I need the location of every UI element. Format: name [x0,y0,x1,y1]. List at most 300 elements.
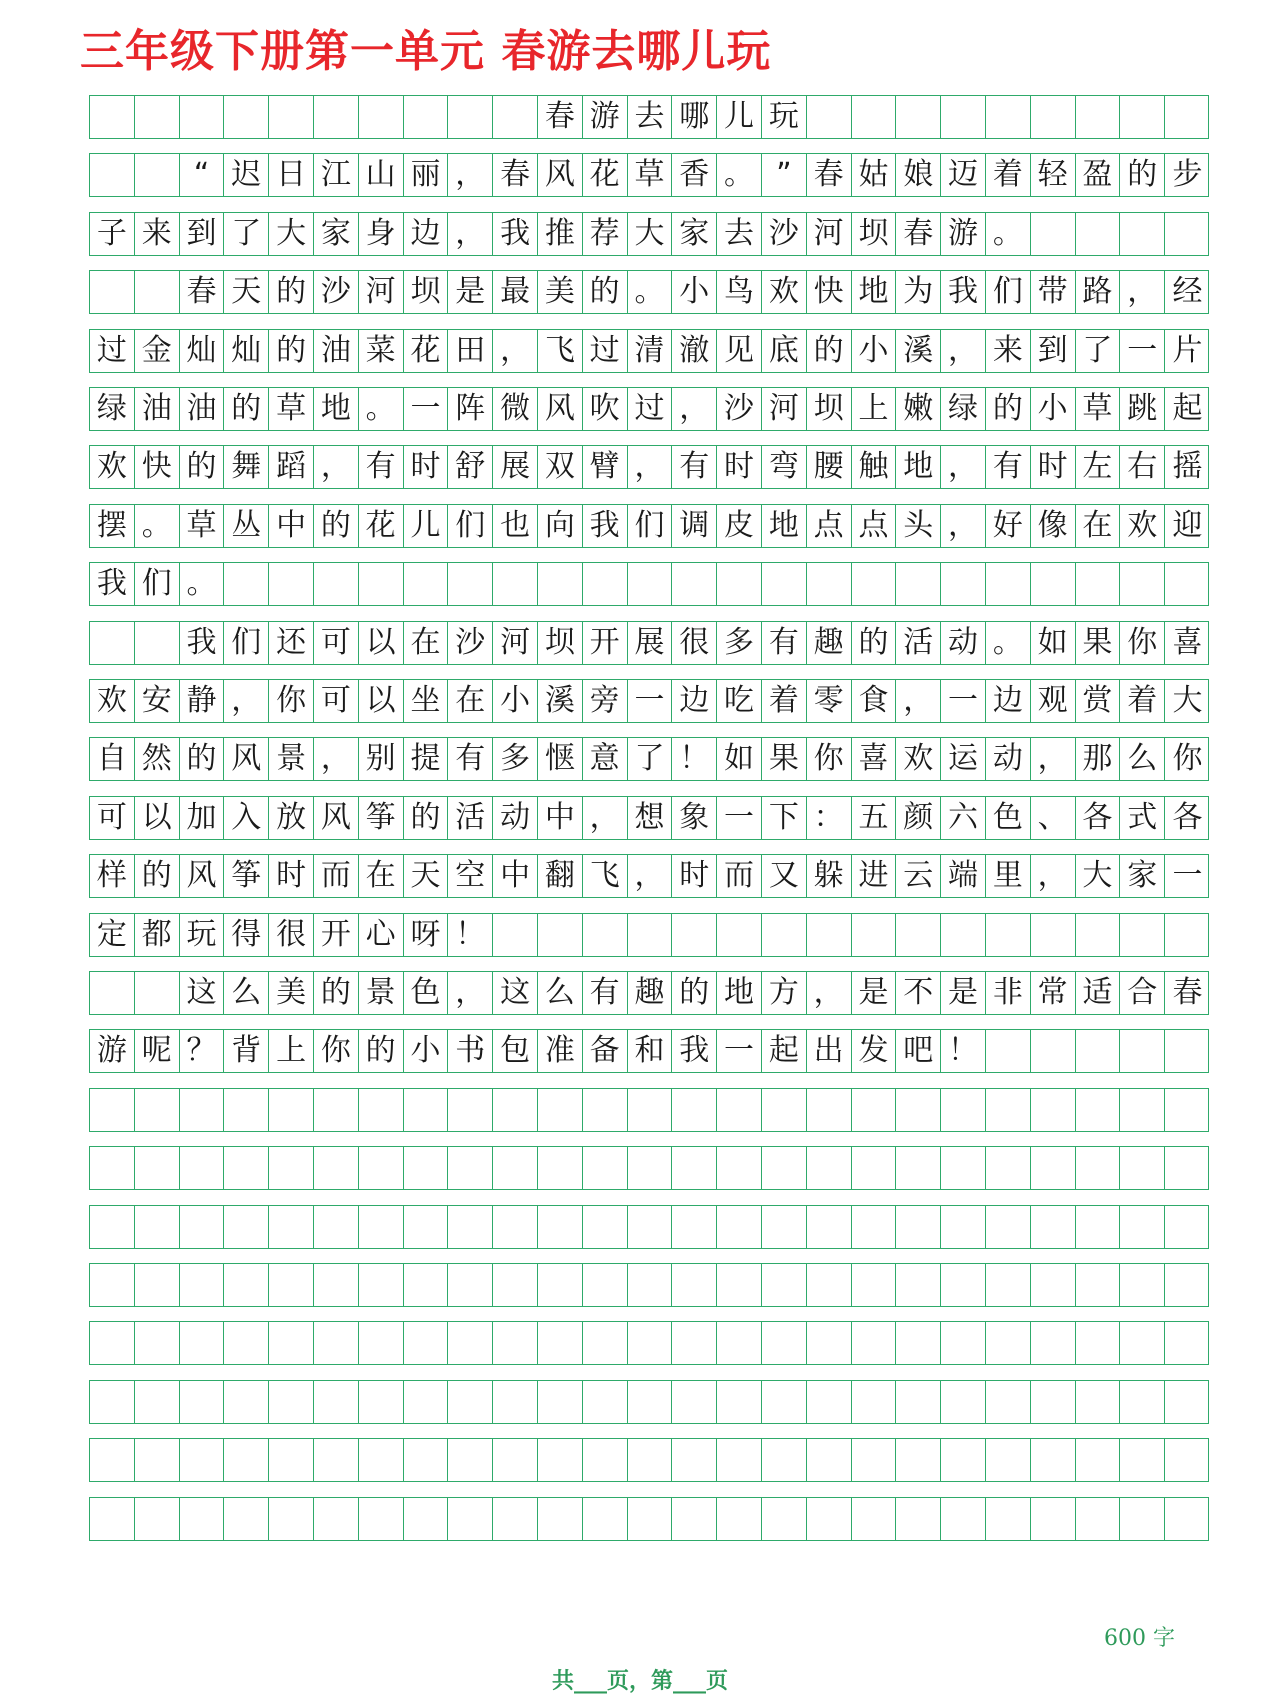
grid-cell [538,1147,583,1189]
grid-cell: 盈 [1076,154,1121,196]
grid-cell [448,1147,493,1189]
grid-cell [807,1381,852,1423]
grid-cell: 又 [762,855,807,897]
grid-cell: ， [448,972,493,1014]
grid-cell: 左 [1076,446,1121,488]
grid-cell: 溪 [896,330,941,372]
grid-row [89,1146,1209,1190]
grid-cell: 趣 [807,622,852,664]
grid-cell: 小 [1031,388,1076,430]
grid-cell: 最 [493,271,538,313]
grid-cell [180,1322,225,1364]
grid-cell [1120,213,1165,255]
grid-cell: 式 [1120,797,1165,839]
grid-cell: 地 [762,505,807,547]
grid-cell: 坝 [852,213,897,255]
grid-cell: 美 [269,972,314,1014]
grid-cell [448,1264,493,1306]
grid-cell [224,1322,269,1364]
grid-cell [1031,914,1076,956]
grid-cell: 的 [672,972,717,1014]
grid-cell [359,1381,404,1423]
grid-row [89,1088,1209,1132]
grid-cell [583,1381,628,1423]
grid-cell [628,1089,673,1131]
grid-cell: ， [628,446,673,488]
grid-cell: 。 [986,213,1031,255]
grid-cell: 么 [538,972,583,1014]
grid-cell [90,1089,135,1131]
grid-cell: 了 [1076,330,1121,372]
grid-cell [807,563,852,605]
grid-cell [1076,563,1121,605]
grid-cell: 出 [807,1030,852,1072]
grid-cell [807,1147,852,1189]
grid-cell: 带 [1031,271,1076,313]
grid-cell [852,96,897,138]
grid-row [89,153,1209,197]
grid-cell [493,1089,538,1131]
grid-cell [762,1264,807,1306]
grid-cell: 动 [986,738,1031,780]
grid-cell [1120,1381,1165,1423]
grid-cell [583,1498,628,1540]
grid-cell [269,1439,314,1481]
grid-row [89,971,1209,1015]
grid-cell [1031,213,1076,255]
grid-cell: 天 [224,271,269,313]
grid-cell: 草 [1076,388,1121,430]
grid-cell [672,1498,717,1540]
grid-cell [538,1439,583,1481]
grid-cell [359,1322,404,1364]
grid-cell [180,1498,225,1540]
grid-cell: 着 [986,154,1031,196]
grid-cell [359,1264,404,1306]
grid-cell: 迟 [224,154,269,196]
grid-cell: 的 [224,388,269,430]
grid-cell: 么 [224,972,269,1014]
grid-cell: 边 [986,680,1031,722]
grid-cell [628,1381,673,1423]
grid-cell: 在 [1076,505,1121,547]
word-count-label: 600 字 [1104,1626,1175,1651]
grid-cell: 呀 [404,914,449,956]
grid-cell: 下 [762,797,807,839]
grid-cell [538,1322,583,1364]
grid-cell [1120,1439,1165,1481]
grid-cell: 我 [180,622,225,664]
page-number-footer: 共___页，第___页 [551,1668,728,1694]
grid-cell [583,1089,628,1131]
grid-cell: 不 [896,972,941,1014]
grid-cell: 哪 [672,96,717,138]
grid-cell: 我 [672,1030,717,1072]
grid-cell: 一 [404,388,449,430]
grid-cell: “ [180,154,225,196]
grid-cell [359,1206,404,1248]
grid-cell [493,1264,538,1306]
grid-cell [269,96,314,138]
grid-cell [941,1439,986,1481]
grid-cell: ， [941,446,986,488]
grid-cell [1076,96,1121,138]
grid-row [89,329,1209,373]
grid-cell: 、 [1031,797,1076,839]
grid-cell: 定 [90,914,135,956]
grid-cell [628,914,673,956]
grid-cell: 观 [1031,680,1076,722]
grid-cell [180,1264,225,1306]
grid-cell: 底 [762,330,807,372]
grid-cell: 云 [896,855,941,897]
grid-cell [1076,1206,1121,1248]
grid-cell [404,563,449,605]
grid-cell: 油 [135,388,180,430]
grid-cell: 而 [314,855,359,897]
grid-cell [941,1206,986,1248]
grid-cell [628,563,673,605]
grid-cell: 摇 [1172,449,1203,485]
grid-cell [90,1264,135,1306]
grid-cell: 大 [1076,855,1121,897]
grid-cell [404,96,449,138]
grid-cell: 六 [941,797,986,839]
grid-cell [135,1264,180,1306]
grid-cell: 丽 [404,154,449,196]
grid-cell [807,1206,852,1248]
grid-cell [224,1381,269,1423]
grid-cell: 五 [852,797,897,839]
grid-cell: 安 [135,680,180,722]
grid-cell [583,1264,628,1306]
grid-cell [135,1381,180,1423]
grid-cell: 过 [583,330,628,372]
grid-cell: 大 [628,213,673,255]
grid-cell [896,1089,941,1131]
grid-cell: 时 [404,446,449,488]
grid-cell [538,1089,583,1131]
grid-cell: 上 [269,1030,314,1072]
grid-cell: 起 [762,1030,807,1072]
grid-cell [1076,213,1121,255]
grid-cell: 右 [1120,446,1165,488]
grid-cell: 一 [717,1030,762,1072]
grid-cell: ： [807,797,852,839]
grid-cell [717,1381,762,1423]
grid-cell: 进 [852,855,897,897]
grid-cell: 多 [493,738,538,780]
grid-cell: 翻 [538,855,583,897]
grid-cell: 步 [1172,157,1203,193]
grid-cell: ， [1031,738,1076,780]
grid-cell [941,1147,986,1189]
grid-cell [1076,1322,1121,1364]
grid-cell [538,1498,583,1540]
grid-row [89,913,1209,957]
grid-cell: 大 [1172,683,1203,718]
grid-cell [1076,1089,1121,1131]
grid-cell [135,972,180,1014]
grid-cell: 别 [359,738,404,780]
grid-cell [1031,96,1076,138]
grid-cell [269,1498,314,1540]
grid-cell: 欢 [90,446,135,488]
grid-row [89,504,1209,548]
grid-cell: 你 [1172,741,1203,777]
grid-cell [1031,1089,1076,1131]
grid-cell [717,1089,762,1131]
grid-cell: 澈 [672,330,717,372]
grid-cell: ， [628,855,673,897]
grid-cell: 姑 [852,154,897,196]
grid-cell [896,1264,941,1306]
grid-cell: 开 [583,622,628,664]
grid-cell: 大 [269,213,314,255]
grid-row [89,1321,1209,1365]
grid-cell: ” [762,154,807,196]
grid-cell [1076,914,1121,956]
grid-cell: 河 [359,271,404,313]
grid-cell [583,563,628,605]
grid-cell: 样 [90,855,135,897]
grid-cell [896,1439,941,1481]
grid-cell: 还 [269,622,314,664]
grid-cell [448,1439,493,1481]
grid-cell: 色 [404,972,449,1014]
grid-cell [986,1264,1031,1306]
grid-cell [1165,1147,1210,1189]
grid-cell: 点 [807,505,852,547]
grid-cell: 常 [1031,972,1076,1014]
grid-row [89,387,1209,431]
grid-cell: 呢 [135,1030,180,1072]
grid-cell: 多 [717,622,762,664]
grid-cell [1031,1206,1076,1248]
grid-cell: 趣 [628,972,673,1014]
grid-cell [135,1439,180,1481]
grid-cell [448,1322,493,1364]
grid-row [89,679,1209,723]
grid-row [89,854,1209,898]
grid-cell [538,914,583,956]
grid-cell: 可 [90,797,135,839]
grid-cell [90,1206,135,1248]
grid-cell [1031,1264,1076,1306]
grid-cell: 着 [762,680,807,722]
grid-cell: 蹈 [269,446,314,488]
grid-cell [493,1206,538,1248]
grid-cell: 包 [493,1030,538,1072]
grid-cell: 自 [90,738,135,780]
grid-cell: 这 [493,972,538,1014]
grid-cell [314,1147,359,1189]
grid-cell: 风 [538,154,583,196]
grid-cell: 我 [493,213,538,255]
grid-cell: 的 [180,738,225,780]
grid-row [89,737,1209,781]
grid-cell: 沙 [717,388,762,430]
grid-cell [1031,1498,1076,1540]
grid-cell: 。 [717,154,762,196]
grid-cell: 坝 [404,271,449,313]
grid-cell [314,1089,359,1131]
grid-cell [1031,1439,1076,1481]
grid-cell: 欢 [90,680,135,722]
grid-cell: 果 [1076,622,1121,664]
grid-cell: 和 [628,1030,673,1072]
grid-cell: 身 [359,213,404,255]
grid-cell: 玩 [762,96,807,138]
grid-cell: 有 [448,738,493,780]
grid-row [89,562,1209,606]
grid-cell [180,1381,225,1423]
grid-cell [269,1089,314,1131]
grid-cell: 地 [896,446,941,488]
grid-cell: 风 [224,738,269,780]
grid-cell: 你 [1120,622,1165,664]
grid-cell [672,1264,717,1306]
grid-cell [628,1322,673,1364]
grid-cell: 风 [314,797,359,839]
grid-cell: 绿 [941,388,986,430]
grid-cell: 快 [135,446,180,488]
grid-cell [1076,1439,1121,1481]
page-title: 三年级下册第一单元 春游去哪儿玩 [80,26,772,77]
grid-cell [224,1089,269,1131]
grid-cell: 在 [404,622,449,664]
grid-cell [672,1322,717,1364]
grid-cell [1165,1206,1210,1248]
grid-cell: 皮 [717,505,762,547]
grid-cell: 油 [180,388,225,430]
grid-cell [448,1206,493,1248]
grid-cell [941,914,986,956]
grid-cell: 可 [314,622,359,664]
grid-cell: 以 [359,622,404,664]
grid-cell: 以 [135,797,180,839]
grid-cell: 游 [90,1030,135,1072]
grid-cell [269,563,314,605]
grid-cell [628,1439,673,1481]
grid-cell: 合 [1120,972,1165,1014]
grid-cell [359,96,404,138]
grid-cell: 。 [359,388,404,430]
grid-cell: 草 [628,154,673,196]
grid-cell [986,1381,1031,1423]
grid-cell [538,563,583,605]
grid-cell: 方 [762,972,807,1014]
grid-cell [314,1381,359,1423]
grid-cell [135,622,180,664]
grid-cell: 一 [941,680,986,722]
grid-cell [717,1147,762,1189]
grid-cell: 小 [672,271,717,313]
grid-cell [1031,1030,1076,1072]
grid-cell: 点 [852,505,897,547]
grid-row [89,445,1209,489]
grid-cell [852,1089,897,1131]
grid-cell [672,1439,717,1481]
grid-row [89,212,1209,256]
grid-cell: 片 [1172,332,1203,368]
grid-cell: 好 [986,505,1031,547]
grid-cell [1031,1381,1076,1423]
grid-cell: 为 [896,271,941,313]
grid-cell [852,1322,897,1364]
grid-cell: 推 [538,213,583,255]
grid-cell [448,563,493,605]
grid-cell [1165,563,1210,605]
grid-cell: 小 [404,1030,449,1072]
grid-cell [762,1206,807,1248]
grid-cell [404,1381,449,1423]
grid-cell [807,1498,852,1540]
grid-cell: 向 [538,505,583,547]
grid-cell: ， [807,972,852,1014]
grid-cell: 在 [359,855,404,897]
grid-cell: 背 [224,1030,269,1072]
grid-cell: 的 [1120,154,1165,196]
grid-cell [628,1498,673,1540]
grid-cell [1120,563,1165,605]
grid-cell: 的 [135,855,180,897]
grid-cell [807,96,852,138]
grid-cell [135,1089,180,1131]
grid-cell [941,563,986,605]
grid-cell: 河 [493,622,538,664]
grid-cell [180,1206,225,1248]
grid-cell: 是 [448,271,493,313]
grid-cell [269,1206,314,1248]
grid-cell [493,1381,538,1423]
grid-cell: 微 [493,388,538,430]
grid-cell: 想 [628,797,673,839]
grid-cell [493,1498,538,1540]
grid-cell: 喜 [1172,624,1203,660]
grid-cell: 赏 [1076,680,1121,722]
grid-cell [269,1147,314,1189]
grid-cell: 躲 [807,855,852,897]
grid-cell: 玩 [180,914,225,956]
grid-cell [1120,1322,1165,1364]
grid-cell: 的 [269,330,314,372]
grid-cell [1031,563,1076,605]
grid-cell [1165,1498,1210,1540]
grid-cell: 摆 [90,505,135,547]
grid-cell [359,1147,404,1189]
grid-cell [1076,1381,1121,1423]
grid-cell [493,96,538,138]
grid-cell [628,1264,673,1306]
grid-cell: ， [224,680,269,722]
grid-cell [583,914,628,956]
grid-cell: 我 [583,505,628,547]
grid-cell: 果 [762,738,807,780]
grid-cell: 中 [493,855,538,897]
grid-cell [1165,1381,1210,1423]
grid-cell [90,271,135,313]
grid-cell: 河 [807,213,852,255]
grid-cell: 舞 [224,446,269,488]
grid-row [89,1263,1209,1307]
grid-cell [359,1089,404,1131]
grid-cell: 家 [672,213,717,255]
grid-cell: 香 [672,154,717,196]
grid-cell [314,563,359,605]
grid-cell: 来 [135,213,180,255]
grid-cell [583,1322,628,1364]
